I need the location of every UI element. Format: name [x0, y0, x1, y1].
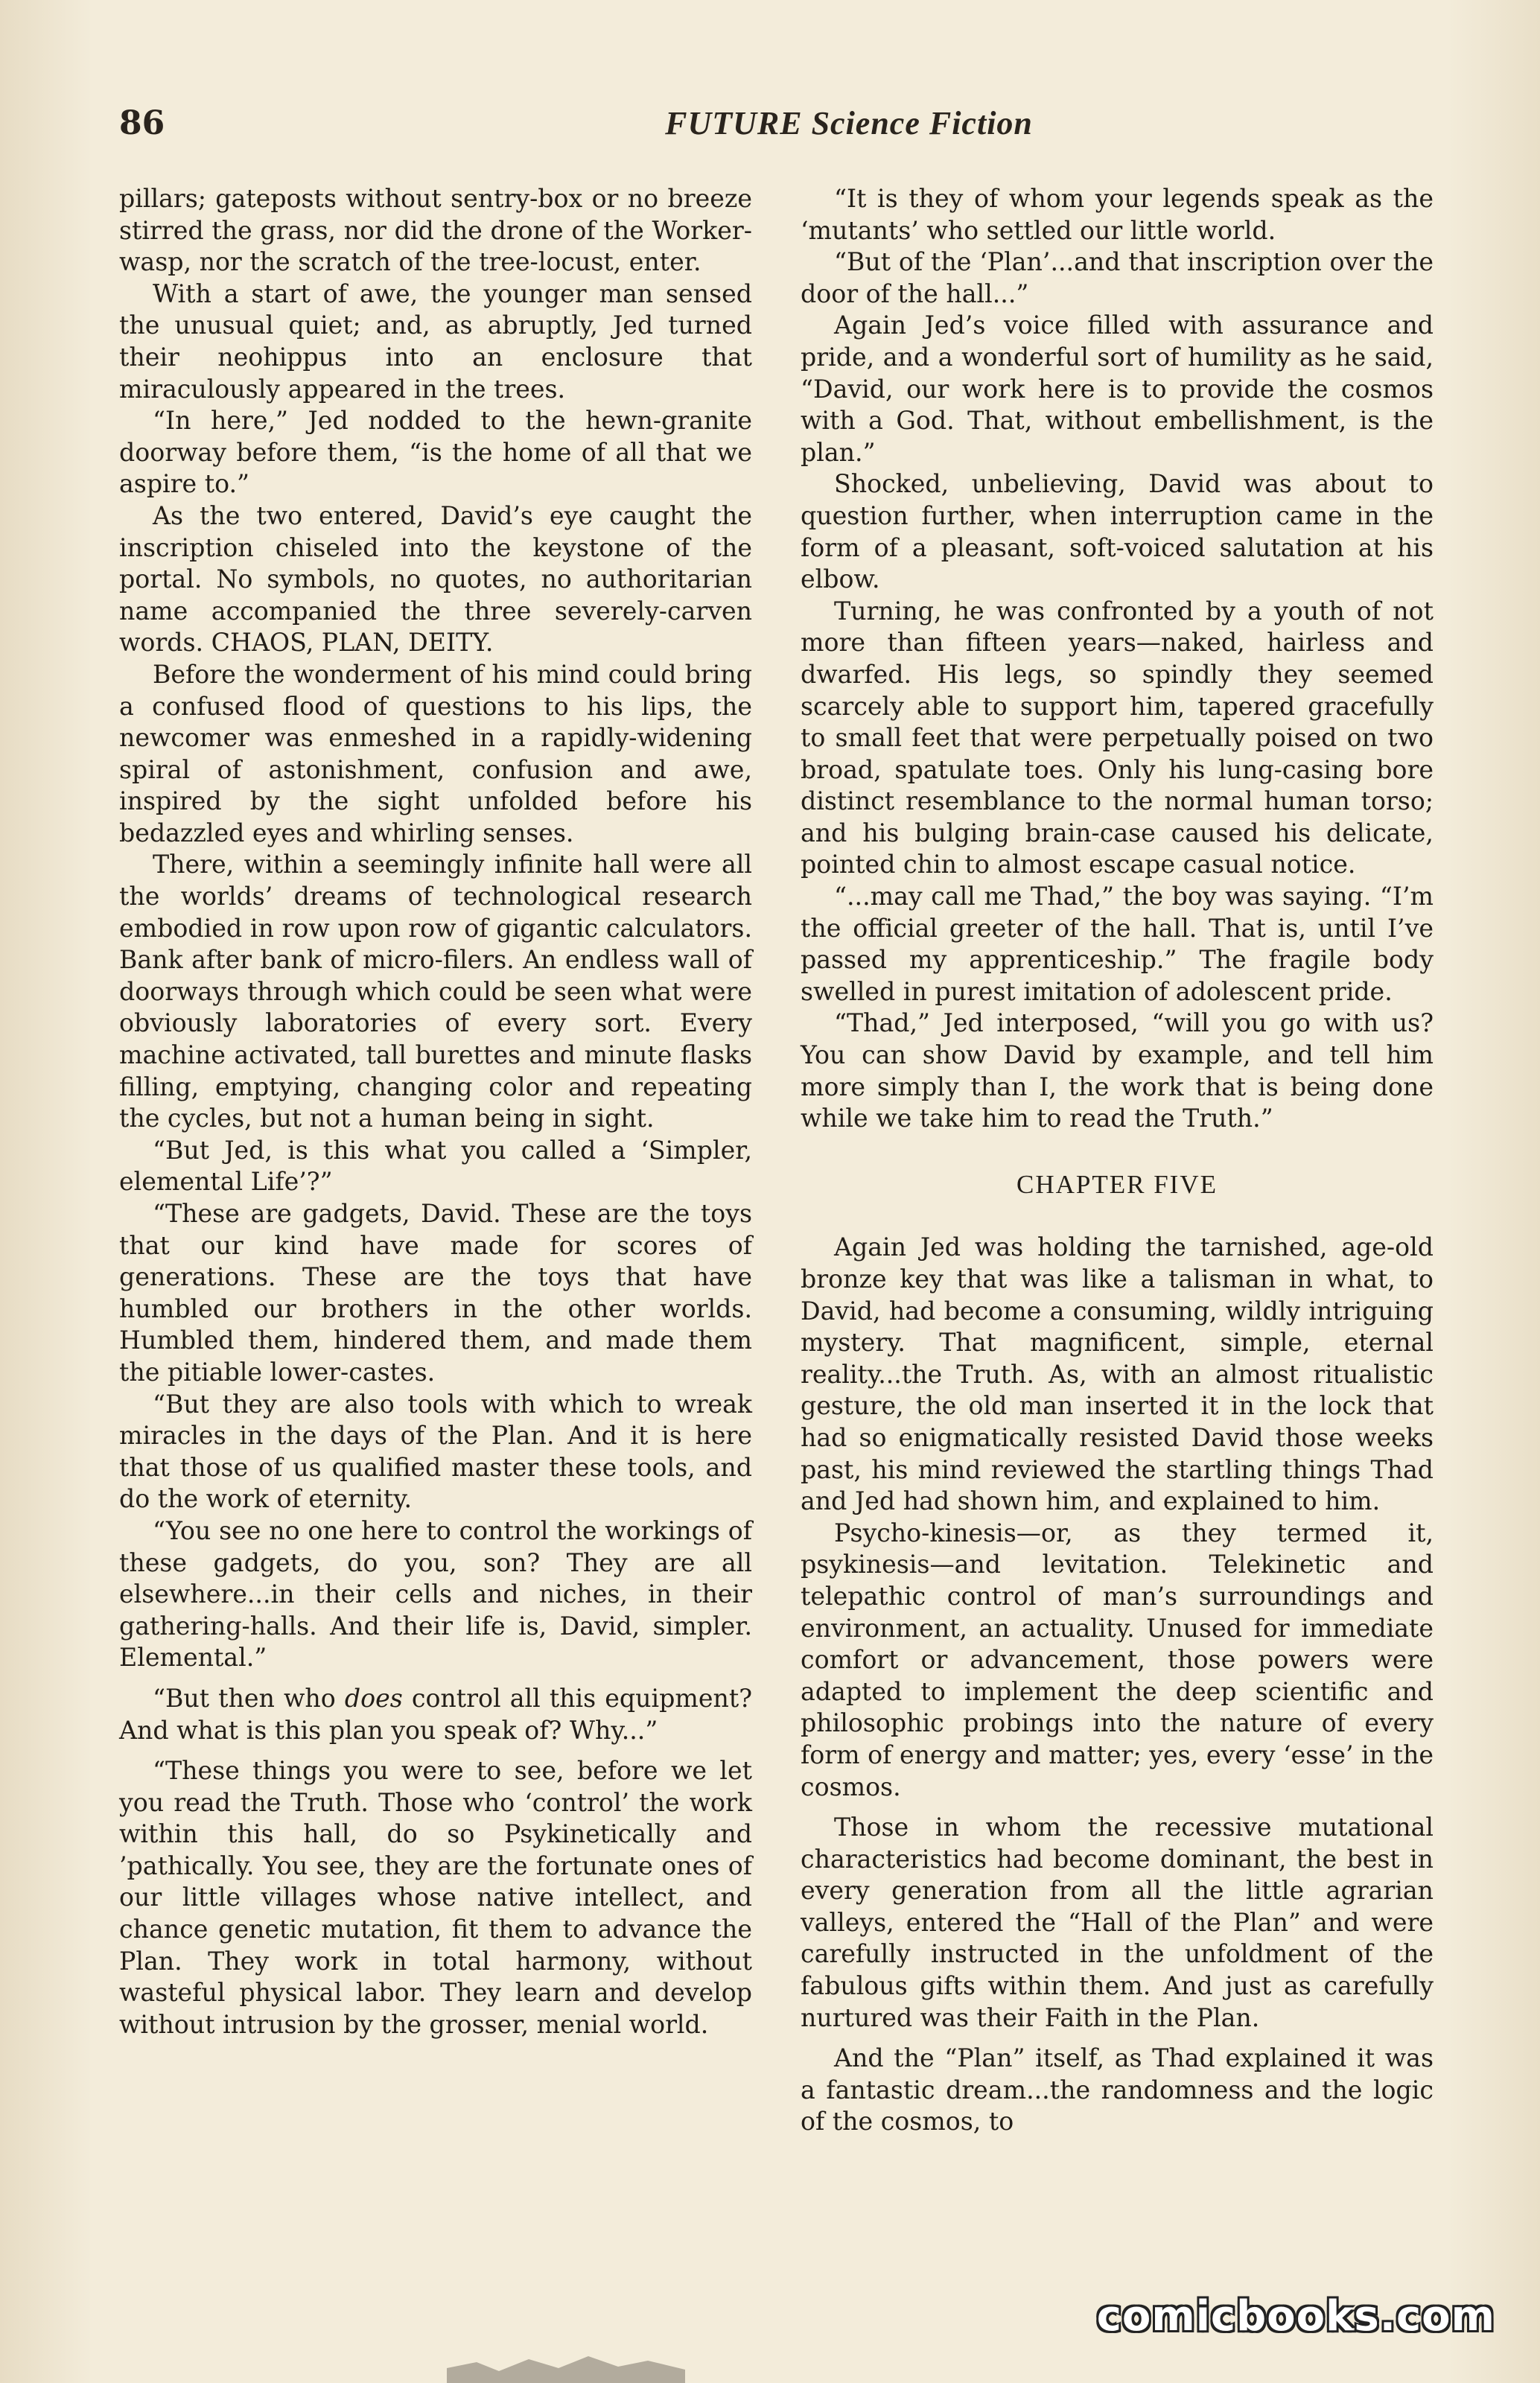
paragraph: Those in whom the recessive mutational characteristics had become dominant, the best in every generation from all the little agrarian valleys, entered the “Hall of the Plan” and were carefully instructed in the unfoldment of the fabulous gifts within them. And just as carefully nurtured was their Faith in the Plan. [801, 1813, 1434, 2032]
paragraph: Psycho-kinesis—or, as they termed it, psykinesis—and levitation. Telekinetic and telepathic control of man’s surroundings and environment, an actuality. Unused for immediate comfort or advancement, those powers were adapted to implement the deep scientific and philosophic probings into the nature of every form of energy and matter; yes, every ‘esse’ in the cosmos. [801, 1518, 1434, 1801]
paragraph: “...may call me Thad,” the boy was saying. “I’m the official greeter of the hall. That is, until I’ve passed my apprenticeship.” The fragile body swelled in purest imitation of adolescent pride. [801, 882, 1434, 1006]
paragraph: “But of the ‘Plan’...and that inscription over the door of the hall...” [801, 247, 1434, 308]
paper-tear-mark [447, 2346, 685, 2383]
page-number: 86 [119, 104, 165, 142]
paragraph: Turning, he was confronted by a youth of not more than fifteen years—naked, hairless and dwarfed. His legs, so spindly they seemed scarcely able to support him, tapered gracefully to small feet that were perpetually poised on two broad, spatulate toes. Only his lung-casing bore distinct resemblance to the normal human torso; and his bulging brain-case caused his delicate, pointed chin to almost escape casual notice. [801, 596, 1434, 879]
paragraph: pillars; gateposts without sentry-box or no breeze stirred the grass, nor did the drone of the Worker-wasp, nor the scratch of the tree-locust, enter. [119, 184, 752, 277]
chapter-heading: CHAPTER FIVE [1016, 1169, 1218, 1199]
paragraph: Shocked, unbelieving, David was about to question further, when interruption came in the form of a pleasant, soft-voiced salutation at his elbow. [801, 469, 1434, 594]
paragraph: Again Jed was holding the tarnished, age-old bronze key that was like a talisman in what, to David, had become a consuming, wildly intriguing mystery. That magnificent, simple, eternal reality...the Truth. As, with an almost ritualistic gesture, the old man inserted it in the lock that had so enigmatically resisted David those weeks past, his mind reviewed the startling things Thad and Jed had shown him, and explained to him. [801, 1232, 1434, 1516]
emphasis-text: does [344, 1683, 403, 1713]
paragraph: As the two entered, David’s eye caught the inscription chiseled into the keystone of the portal. No symbols, no quotes, no authoritarian name accompanied the three severely-carven words. CHAOS, PLAN, DEITY. [119, 500, 752, 658]
page-header [119, 104, 1445, 164]
right-text-column [801, 183, 1434, 2138]
paragraph: “But they are also tools with which to wreak miracles in the days of the Plan. And it is here that those of us qualified master these tools, and do the work of eternity. [119, 1389, 752, 1514]
text-run: “But then who [153, 1683, 345, 1713]
paragraph: There, within a seemingly infinite hall were all the worlds’ dreams of technological research embodied in row upon row of gigantic calculators. Bank after bank of micro-filers. An endless wall of doorways through which could be seen what were obviously laboratories of every sort. Every machine activated, tall burettes and minute flasks filling, emptying, changing color and repeating the cycles, but not a human being in sight. [119, 850, 752, 1133]
paragraph: With a start of awe, the younger man sensed the unusual quiet; and, as abruptly, Jed turned their neohippus into an enclosure that miraculously appeared in the trees. [119, 279, 752, 404]
watermark-logo: comicbooks.com [1096, 2292, 1495, 2341]
paragraph [119, 1683, 752, 1746]
paragraph: And the “Plan” itself, as Thad explained it was a fantastic dream...the randomness and the logic of the cosmos, to [801, 2043, 1434, 2137]
running-title: FUTURE Science Fiction [665, 105, 1033, 141]
paragraph: Before the wonderment of his mind could bring a confused flood of questions to his lips, the newcomer was enmeshed in a rapidly-widening spiral of astonishment, confusion and awe, inspired by the sight unfolded before his bedazzled eyes and whirling senses. [119, 659, 752, 847]
paragraph: “You see no one here to control the workings of these gadgets, do you, son? They are all elsewhere...in their cells and niches, in their gathering-halls. And their life is, David, simpler. Elemental.” [119, 1515, 752, 1673]
paragraph: “But Jed, is this what you called a ‘Simpler, elemental Life’?” [119, 1135, 752, 1197]
paragraph: “These are gadgets, David. These are the toys that our kind have made for scores of generations. These are the toys that have humbled our brothers in the other worlds. Humbled them, hindered them, and made them the pitiable lower-castes. [119, 1199, 752, 1387]
left-text-column [119, 183, 752, 2040]
paragraph: “These things you were to see, before we let you read the Truth. Those who ‘control’ the work within this hall, do so Psykinetically and ’pathically. You see, they are the fortunate ones of our little villages whose native intellect, and chance genetic mutation, fit them to advance the Plan. They work in total harmony, without wasteful physical labor. They learn and develop without intrusion by the grosser, menial world. [119, 1756, 752, 2039]
paragraph: “It is they of whom your legends speak as the ‘mutants’ who settled our little world. [801, 184, 1434, 245]
paragraph: “Thad,” Jed interposed, “will you go with us? You can show David by example, and tell him more simply than I, the work that is being done while we take him to read the Truth.” [801, 1008, 1434, 1133]
text-run: control all this equipment? And what is this plan you speak of? Why...” [119, 1683, 752, 1745]
paragraph: “In here,” Jed nodded to the hewn-granite doorway before them, “is the home of all that we aspire to.” [119, 406, 752, 499]
paragraph: Again Jed’s voice filled with assurance and pride, and a wonderful sort of humility as he said, “David, our work here is to provide the cosmos with a God. That, without embellishment, is the plan.” [801, 311, 1434, 467]
